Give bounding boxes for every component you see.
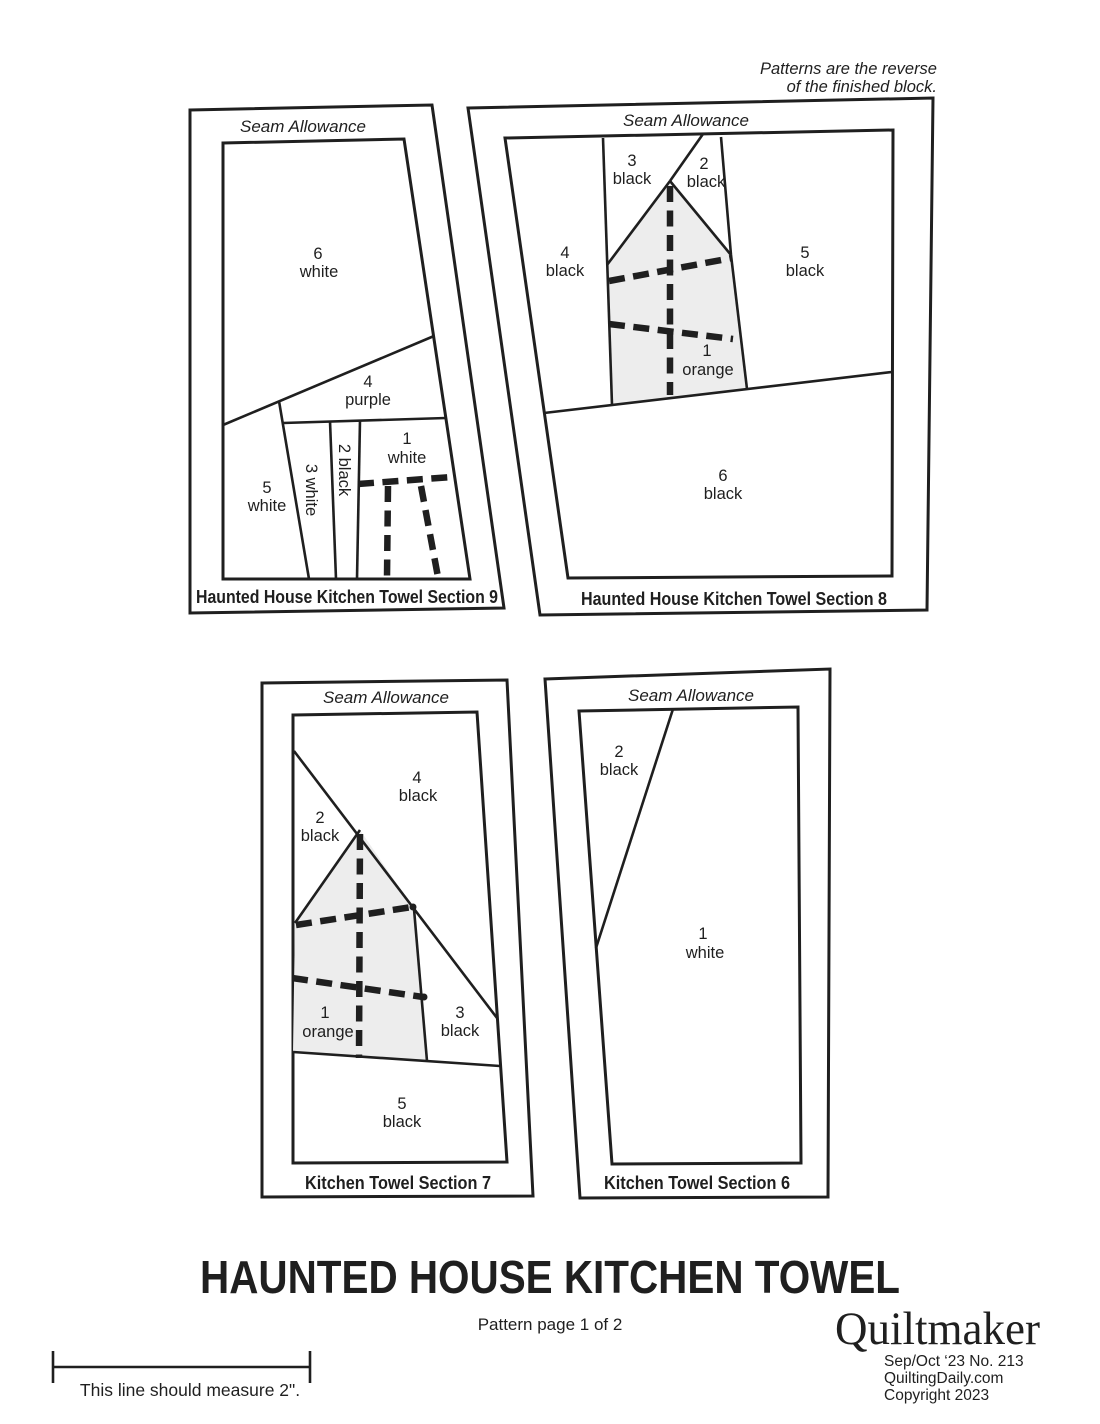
section9-embroidery-dash-leg-right: [421, 486, 438, 577]
section6-caption: Kitchen Towel Section 6: [604, 1173, 790, 1193]
reverse-note-line2: of the finished block.: [786, 78, 937, 96]
piece-color: white: [299, 263, 339, 281]
pattern-page-number: Pattern page 1 of 2: [477, 1315, 623, 1334]
reverse-note: [760, 60, 937, 96]
piece-number: 6: [313, 245, 323, 263]
piece-color: black: [785, 262, 825, 280]
piece-color: white: [387, 449, 427, 467]
piece-number: 5: [262, 479, 272, 497]
piece-label-rotated: 3 white: [302, 463, 320, 517]
piece-number: 4: [363, 373, 373, 391]
piece-color: black: [545, 262, 585, 280]
section8-caption: Haunted House Kitchen Towel Section 8: [581, 589, 887, 609]
piece-color: black: [612, 170, 652, 188]
quiltmaker-logo: Quiltmaker: [835, 1303, 1041, 1355]
section-7: [262, 680, 533, 1197]
piece-number: 3: [455, 1004, 465, 1022]
piece-label-rotated: 2 black: [335, 443, 353, 497]
piece-number: 2: [699, 155, 709, 173]
ruler-caption: This line should measure 2".: [79, 1380, 301, 1400]
reverse-note-line1: Patterns are the reverse: [759, 60, 937, 78]
piece-number: 1: [698, 925, 708, 943]
section6-outer-border: [545, 669, 830, 1198]
scale-ruler: [53, 1351, 310, 1400]
section9-seam-line-2-1: [357, 420, 360, 579]
section7-dash-end-dot-upper: [410, 904, 417, 911]
piece-number: 5: [800, 244, 810, 262]
section9-seam-line-6-4: [223, 336, 434, 425]
piece-number: 5: [397, 1095, 407, 1113]
piece-number: 4: [412, 769, 422, 787]
section9-outer-border: [190, 105, 504, 613]
piece-number: 4: [560, 244, 570, 262]
issue-info: Sep/Oct ‘23 No. 213: [884, 1353, 1024, 1370]
piece-color: white: [685, 944, 725, 962]
piece-number: 1: [702, 342, 712, 360]
piece-number: 6: [718, 467, 728, 485]
section9-embroidery-dash-leg-left: [387, 486, 388, 577]
section9-caption: Haunted House Kitchen Towel Section 9: [196, 587, 498, 607]
copyright: Copyright 2023: [884, 1387, 990, 1404]
section7-seam-allowance-label: Seam Allowance: [323, 688, 449, 707]
piece-number: 3: [627, 152, 637, 170]
piece-color: black: [398, 787, 438, 805]
section8-seam-allowance-label: Seam Allowance: [623, 111, 749, 130]
section-9: [190, 105, 504, 613]
section7-caption: Kitchen Towel Section 7: [305, 1173, 491, 1193]
footer: [53, 1251, 1040, 1404]
piece-color: purple: [345, 391, 391, 409]
piece-number: 1: [320, 1004, 330, 1022]
section8-seam-line-5-upper: [721, 137, 731, 255]
section6-seam-allowance-label: Seam Allowance: [628, 686, 754, 705]
piece-number: 2: [614, 743, 624, 761]
section9-seam-line-4-bottom: [283, 418, 446, 423]
piece-color: black: [440, 1022, 480, 1040]
pattern-title: HAUNTED HOUSE KITCHEN TOWEL: [200, 1251, 900, 1303]
section-6: [545, 669, 830, 1198]
section9-seam-allowance-label: Seam Allowance: [240, 117, 366, 136]
piece-color: orange: [302, 1023, 354, 1041]
piece-color: black: [686, 173, 726, 191]
piece-number: 2: [315, 809, 325, 827]
website: QuiltingDaily.com: [884, 1370, 1004, 1387]
piece-color: black: [382, 1113, 422, 1131]
piece-color: white: [247, 497, 287, 515]
piece-number: 1: [402, 430, 412, 448]
section-8: [468, 98, 933, 615]
section9-embroidery-dash-top: [358, 477, 452, 484]
piece-color: black: [599, 761, 639, 779]
piece-color: orange: [682, 361, 734, 379]
piece-color: black: [703, 485, 743, 503]
section6-seam-line-2-1: [596, 709, 673, 948]
section7-dash-end-dot-lower: [421, 994, 428, 1001]
piece-color: black: [300, 827, 340, 845]
